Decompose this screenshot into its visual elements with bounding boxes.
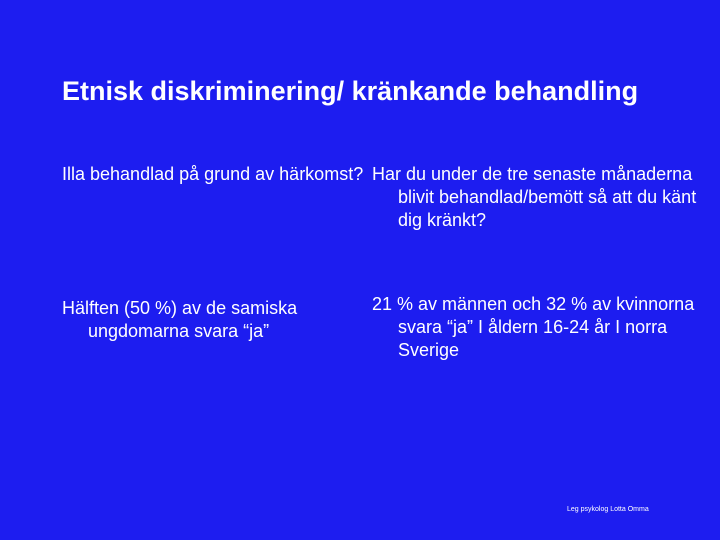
left-question bbox=[62, 163, 388, 186]
left-answer-text: Hälften (50 %) av de samiska ungdomarna svara “ja” bbox=[62, 298, 298, 341]
right-question bbox=[372, 163, 698, 232]
right-question-text: Har du under de tre senaste månaderna blivit behandlad/bemött så att du känt dig kränkt? bbox=[372, 164, 697, 230]
footer-credit: Leg psykolog Lotta Omma bbox=[567, 506, 649, 513]
right-answer-text: 21 % av männen och 32 % av kvinnorna svara “ja” I åldern 16-24 år I norra Sverige bbox=[372, 294, 695, 360]
left-answer bbox=[62, 297, 388, 343]
left-question-text: Illa behandlad på grund av härkomst? bbox=[62, 164, 364, 184]
right-answer bbox=[372, 293, 698, 362]
slide-title: Etnisk diskriminering/ kränkande behandling bbox=[62, 76, 639, 106]
